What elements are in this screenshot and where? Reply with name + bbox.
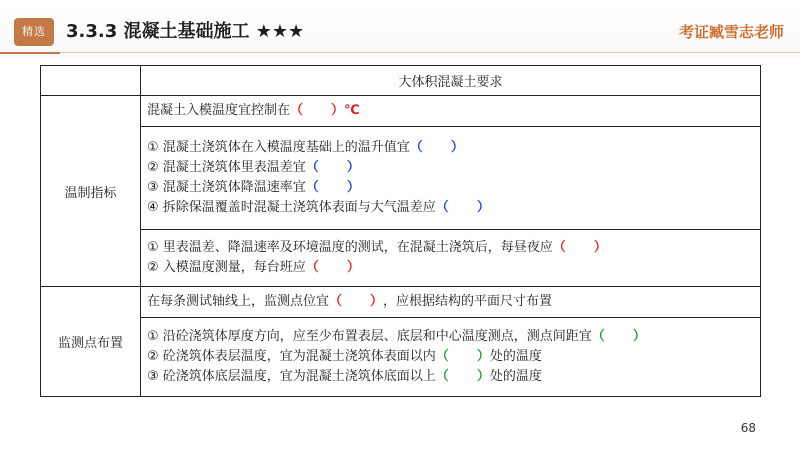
requirement-line: [147, 292, 754, 312]
unit-label: ℃: [344, 103, 360, 118]
table-row: [41, 127, 761, 230]
requirement-text: ④ 拆除保温覆盖时混凝土浇筑体表面与大气温差应: [147, 200, 436, 215]
requirement-text: ① 里表温差、降温速率及环境温度的测试，在混凝土浇筑后，每昼夜应: [147, 240, 553, 255]
table-row: [41, 230, 761, 287]
requirement-suffix: ，应根据结构的平面尺寸布置: [383, 294, 553, 309]
requirement-text: ① 混凝土浇筑体在入模温度基础上的温升值宜: [147, 140, 410, 155]
table-header-row: [41, 66, 761, 96]
header-empty-cell: [41, 66, 141, 96]
requirement-cell: [141, 127, 761, 230]
fill-blank: （ ）: [290, 103, 345, 118]
requirement-line: [147, 367, 754, 387]
requirement-line: [147, 178, 754, 198]
requirement-cell: [141, 96, 761, 127]
category-cell: 温制指标: [41, 96, 141, 287]
requirement-text: ③ 混凝土浇筑体降温速率宜: [147, 180, 306, 195]
page-number: 68: [740, 421, 756, 435]
fill-blank: （ ）: [409, 140, 464, 155]
fill-blank: （ ）: [552, 240, 607, 255]
requirement-text: 混凝土入模温度宜控制在: [147, 103, 291, 118]
requirement-text: ② 砼浇筑体表层温度，宜为混凝土浇筑体表面以内: [147, 349, 436, 364]
requirement-line: [147, 238, 754, 258]
requirement-cell: [141, 230, 761, 287]
table-row: [41, 287, 761, 318]
fill-blank: （ ）: [591, 329, 646, 344]
fill-blank: （ ）: [435, 200, 490, 215]
requirement-text: ① 沿砼浇筑体厚度方向，应至少布置表层、底层和中心温度测点，测点间距宜: [147, 329, 592, 344]
requirement-suffix: 处的温度: [489, 369, 542, 384]
fill-blank: （ ）: [435, 349, 490, 364]
fill-blank: （ ）: [305, 180, 360, 195]
requirement-line: [147, 198, 754, 218]
column-header: 大体积混凝土要求: [141, 66, 761, 96]
requirement-suffix: 处的温度: [489, 349, 542, 364]
table-row: [41, 96, 761, 127]
header-divider: [60, 52, 800, 53]
requirement-line: [147, 138, 754, 158]
fill-blank: （ ）: [329, 294, 384, 309]
requirements-table: [40, 65, 761, 397]
requirement-cell: [141, 318, 761, 397]
requirement-line: [147, 158, 754, 178]
requirement-line: [147, 327, 754, 347]
header-accent-line: [0, 52, 60, 54]
table-row: [41, 318, 761, 397]
slide-title: 3.3.3 混凝土基础施工 ★★★: [66, 21, 305, 42]
requirement-line: [147, 258, 754, 278]
requirement-line: [147, 101, 754, 121]
requirement-text: 在每条测试轴线上，监测点位宜: [147, 294, 330, 309]
requirement-cell: [141, 287, 761, 318]
fill-blank: （ ）: [435, 369, 490, 384]
category-cell: 监测点布置: [41, 287, 141, 397]
requirement-line: [147, 347, 754, 367]
slide-header: [0, 0, 800, 58]
brand-label: 考证臧雪志老师: [678, 23, 784, 41]
fill-blank: （ ）: [305, 260, 360, 275]
requirement-text: ③ 砼浇筑体底层温度，宜为混凝土浇筑体底面以上: [147, 369, 436, 384]
requirement-text: ② 入模温度测量，每台班应: [147, 260, 306, 275]
logo-badge: 精选: [14, 18, 54, 46]
fill-blank: （ ）: [305, 160, 360, 175]
requirement-text: ② 混凝土浇筑体里表温差宜: [147, 160, 306, 175]
